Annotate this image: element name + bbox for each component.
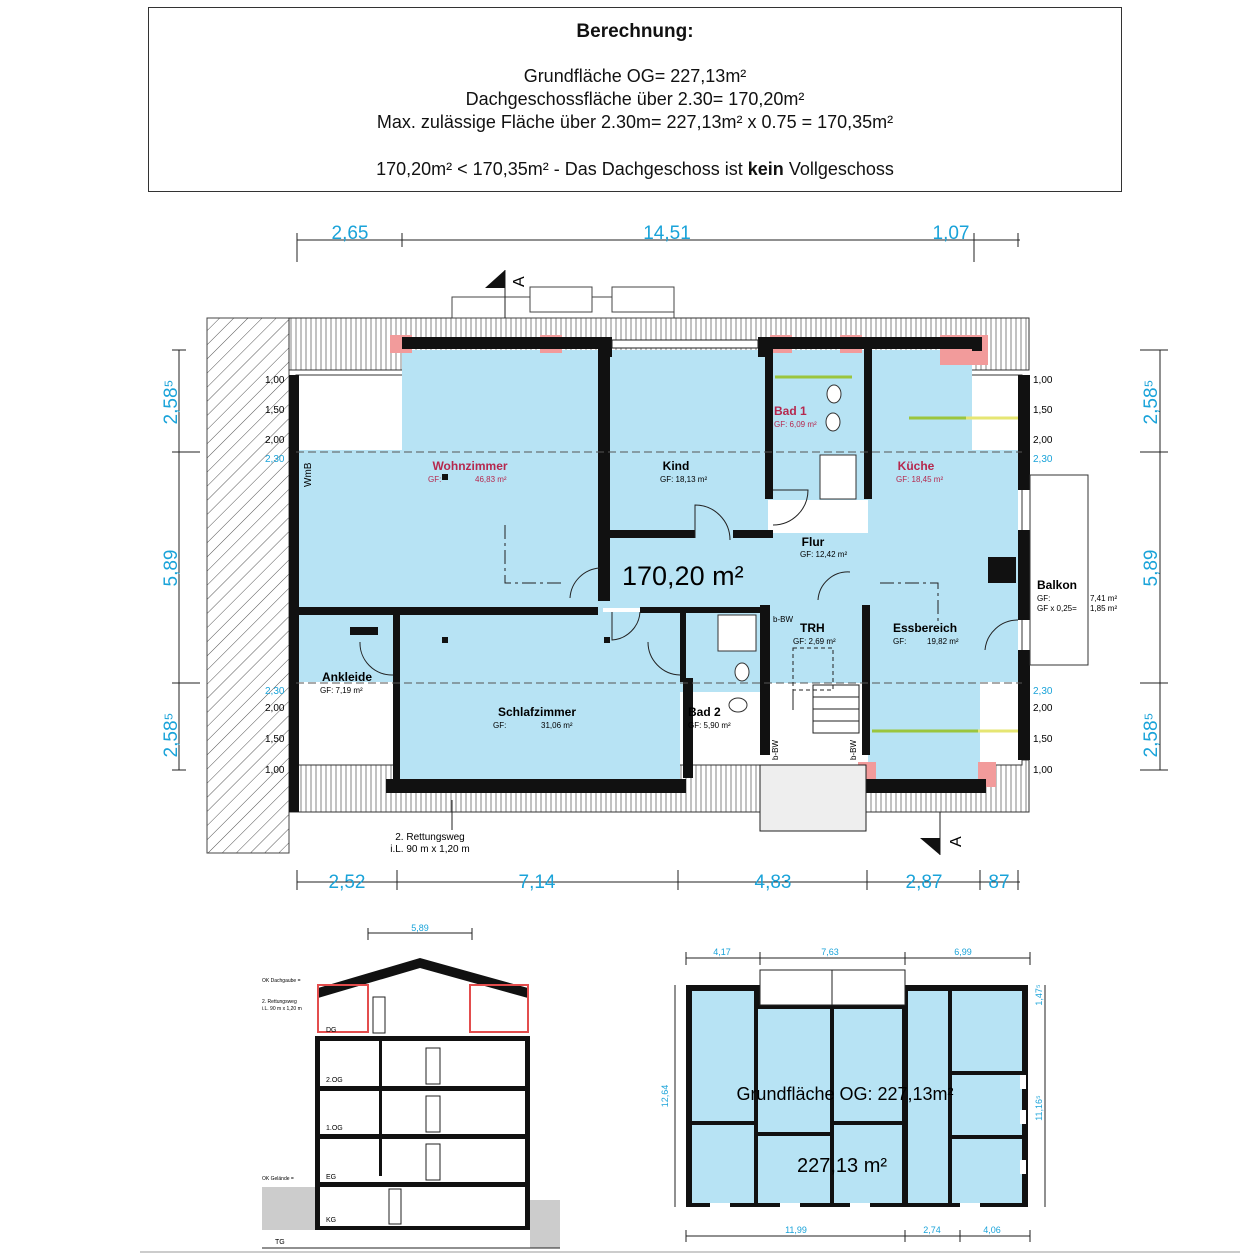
attic-floor-plan <box>161 223 1168 893</box>
room-gf: GF: 7,19 m² <box>320 686 363 695</box>
escape-route-size: i.L. 90 m x 1,20 m <box>390 844 470 855</box>
section-dim-top: 5,89 <box>411 923 429 933</box>
floor-dim-bottom-1: 11,99 <box>785 1225 807 1235</box>
floor-dim-right-1: 1,47⁵ <box>1034 984 1044 1006</box>
dim-bottom-3: 4,83 <box>754 872 792 893</box>
bw-label: b-BW <box>849 740 858 760</box>
section-roof <box>318 958 528 998</box>
section-marker-label: A <box>948 836 965 847</box>
room-fill <box>397 612 680 780</box>
calculation-title: Berechnung: <box>576 21 694 42</box>
level-label: 1.OG <box>326 1125 343 1132</box>
height-label: 1,50 <box>265 405 285 416</box>
dim-left-1: 2,58⁵ <box>161 379 182 425</box>
dim-top-2: 14,51 <box>643 223 691 244</box>
room-name-wohnzimmer: Wohnzimmer <box>432 459 508 473</box>
floor-dim-right-2: 11,16⁵ <box>1034 1095 1044 1121</box>
room-gf: GF: 5,90 m² <box>688 721 731 730</box>
total-area-label: 170,20 m² <box>622 561 744 591</box>
height-label: 1,00 <box>265 765 285 776</box>
calc-line-max-area: Max. zulässige Fläche über 2.30m= 227,13m² x 0.75 = 170,35m² <box>376 112 894 132</box>
dim-bottom-4: 2,87 <box>905 872 943 893</box>
conclusion-bold: kein <box>747 159 784 179</box>
room-gf-value: 19,82 m² <box>927 637 959 646</box>
height-label: 1,50 <box>1033 734 1053 745</box>
room-gf: GF: 12,42 m² <box>800 550 848 559</box>
floor-dim-top-2: 7,63 <box>821 947 839 957</box>
bottom-dimension-chain <box>297 870 1020 893</box>
conclusion-post: Vollgeschoss <box>783 159 894 179</box>
dim-left-2: 5,89 <box>161 549 182 587</box>
room-fill <box>608 350 768 533</box>
upper-floor-plan <box>660 947 1045 1242</box>
room-name-bad2: Bad 2 <box>688 705 721 719</box>
dim-bottom-5: 87 <box>988 872 1010 893</box>
section-doors <box>373 997 440 1224</box>
room-gf-label: GF: <box>1037 594 1051 603</box>
level-label: DG <box>326 1027 337 1034</box>
floor-dim-bottom-3: 4,06 <box>983 1225 1001 1235</box>
floor-dim-top-1: 4,17 <box>713 947 731 957</box>
room-fill <box>298 450 603 612</box>
window <box>612 340 758 348</box>
room-gf: GF: 18,13 m² <box>660 475 708 484</box>
top-dimension-chain <box>297 223 1020 262</box>
floor-area-label: Grundfläche OG: 227,13m² <box>736 1084 954 1104</box>
height-label: 2,00 <box>1033 703 1053 714</box>
height-label: 2,30 <box>265 686 285 697</box>
bw-label: b-BW <box>771 740 780 760</box>
room-gf: GF: 2,69 m² <box>793 637 836 646</box>
calc-line-attic-area: Dachgeschossfläche über 2.30= 170,20m² <box>465 89 805 109</box>
height-label: 1,00 <box>265 375 285 386</box>
dim-bottom-1: 2,52 <box>328 872 366 893</box>
room-name-ankleide: Ankleide <box>321 670 373 684</box>
level-label: TG <box>275 1239 285 1246</box>
escape-route-label: 2. Rettungsweg <box>395 832 465 843</box>
section-ground <box>262 1187 315 1230</box>
height-label: 2,00 <box>265 435 285 446</box>
height-label: 1,50 <box>265 734 285 745</box>
room-gf-value: 31,06 m² <box>541 721 573 730</box>
calc-line-ground-area: Grundfläche OG= 227,13m² <box>523 66 747 86</box>
skylight-2 <box>612 287 674 312</box>
bw-label: b-BW <box>773 615 793 624</box>
room-gf: GF: 18,45 m² <box>896 475 944 484</box>
room-gf-label: GF: <box>428 475 442 484</box>
skylight-1 <box>530 287 592 312</box>
room-name-essbereich: Essbereich <box>893 621 958 635</box>
section-marker-bottom <box>920 812 965 855</box>
section-ground-right <box>530 1200 560 1248</box>
dim-top-3: 1,07 <box>932 223 970 244</box>
floor-area-value: 227,13 m² <box>796 1155 888 1177</box>
height-label: 2,30 <box>265 454 285 465</box>
room-gf2-label: GF x 0,25= <box>1037 604 1077 613</box>
right-dimension-chain <box>1140 350 1168 770</box>
room-fill <box>402 350 600 450</box>
room-name-bad1: Bad 1 <box>774 404 807 418</box>
ok-gelaende: OK Gelände = <box>262 1176 294 1182</box>
height-label: 1,50 <box>1033 405 1053 416</box>
dim-right-1: 2,58⁵ <box>1141 379 1162 425</box>
floor-dim-bottom-2: 2,74 <box>923 1225 941 1235</box>
height-label: 2,30 <box>1033 454 1053 465</box>
level-label: 2.OG <box>326 1077 343 1084</box>
wmb-label: WmB <box>303 462 314 487</box>
level-label: EG <box>326 1174 337 1181</box>
section-marker-label: A <box>511 276 528 287</box>
room-gf: GF: 6,09 m² <box>774 420 817 429</box>
height-label: 1,00 <box>1033 765 1053 776</box>
ok-dachgaube: OK Dachgaube = <box>262 978 301 984</box>
room-name-kind: Kind <box>662 459 690 473</box>
floor-dim-top-3: 6,99 <box>954 947 972 957</box>
dim-bottom-2: 7,14 <box>518 872 556 893</box>
height-label: 1,00 <box>1033 375 1053 386</box>
height-label: 2,30 <box>1033 686 1053 697</box>
dim-left-3: 2,58⁵ <box>161 712 182 758</box>
room-name-balkon: Balkon <box>1037 578 1078 592</box>
room-name-kueche: Küche <box>897 459 935 473</box>
section-escape-2: i.L. 90 m x 1,20 m <box>262 1006 302 1012</box>
room-gf2-value: 1,85 m² <box>1090 604 1118 613</box>
building-section <box>262 923 560 1248</box>
conclusion-pre: 170,20m² < 170,35m² - Das Dachgeschoss ist <box>376 159 748 179</box>
section-escape-1: 2. Rettungsweg <box>262 999 297 1005</box>
room-gf-label: GF: <box>893 637 907 646</box>
room-gf-label: GF: <box>493 721 507 730</box>
left-dimension-chain <box>161 350 200 770</box>
dim-right-2: 5,89 <box>1141 549 1162 587</box>
balcony-outline <box>1030 475 1088 665</box>
room-gf-value: 7,41 m² <box>1090 594 1118 603</box>
room-name-schlafzimmer: Schlafzimmer <box>497 705 577 719</box>
height-label: 2,00 <box>1033 435 1053 446</box>
height-label: 2,00 <box>265 703 285 714</box>
dim-right-3: 2,58⁵ <box>1141 712 1162 758</box>
floor-dim-left: 12,64 <box>660 1084 670 1108</box>
dim-top-1: 2,65 <box>331 223 369 244</box>
room-name-flur: Flur <box>801 535 825 549</box>
room-gf-value: 46,83 m² <box>475 475 507 484</box>
room-name-trh: TRH <box>800 621 825 635</box>
level-label: KG <box>326 1217 337 1224</box>
